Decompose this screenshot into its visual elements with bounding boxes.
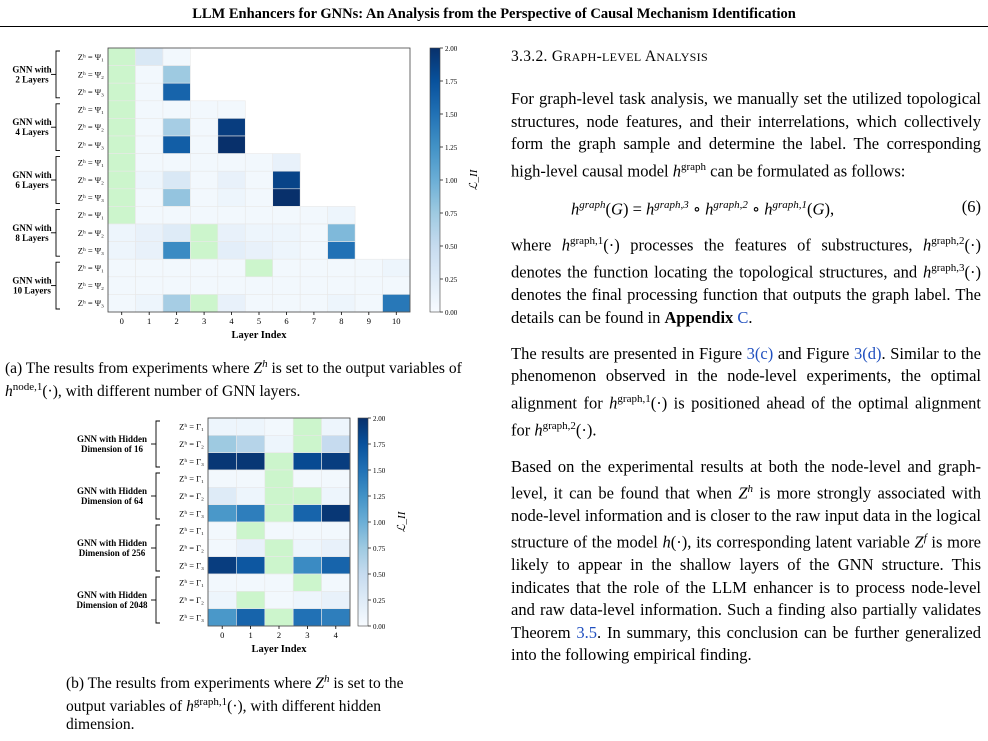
heatmap-cell: [322, 505, 350, 522]
group-bracket: [156, 525, 160, 571]
colorbar-tick-label: 2.00: [373, 415, 386, 423]
heatmap-cell: [208, 487, 236, 504]
heatmap-cell: [322, 487, 350, 504]
heatmap-cell: [265, 522, 293, 539]
heatmap-cell: [163, 277, 190, 295]
row-label: Zʰ = Ψ₁: [77, 104, 104, 115]
heatmap-cell: [163, 206, 190, 224]
x-tick-label: 10: [392, 316, 401, 326]
heatmap-cell: [163, 83, 190, 101]
heatmap-cell: [163, 242, 190, 260]
heatmap-cell: [208, 470, 236, 487]
heatmap-cell: [135, 154, 162, 172]
paragraph-3: The results are presented in Figure 3(c) and Figure 3(d). Similar to the phenomenon observed in the node-level experiments, the optimal alignment for $h^{graph,1}(\cdot)$ is positioned ahead of the optimal alignment for $h^{graph,2}(\cdot)$.: [511, 344, 981, 440]
group-label: GNN with Hidden Dimension of 64: [76, 486, 148, 506]
heatmap-cell: [163, 48, 190, 66]
heatmap-cell: [245, 277, 272, 295]
heatmap-cell: [190, 206, 217, 224]
heatmap-cell: [236, 505, 264, 522]
heatmap-cell: [190, 277, 217, 295]
colorbar-tick-label: 1.00: [445, 177, 458, 185]
row-label: Zʰ = Γ₂: [179, 595, 204, 605]
heatmap-cell: [208, 453, 236, 470]
heatmap-cell: [108, 277, 135, 295]
row-label: Zʰ = Γ₂: [179, 543, 204, 553]
heatmap-cell: [108, 66, 135, 84]
heatmap-cell: [300, 294, 327, 312]
caption-a: (a) The results from experiments where $Z^h$ is set to the output variables of $h^{node,1}(\cdot)$, with different number of GNN layers.: [5, 358, 462, 401]
heatmap-cell: [135, 277, 162, 295]
row-label: Zʰ = Ψ₂: [77, 69, 104, 80]
row-label: Zʰ = Ψ₁: [77, 51, 104, 62]
heatmap-cell: [208, 435, 236, 452]
row-label: Zʰ = Γ₃: [179, 508, 204, 519]
heatmap-cell: [322, 591, 350, 608]
colorbar-tick-label: 1.25: [373, 493, 386, 501]
group-bracket: [56, 262, 60, 309]
row-label: Zʰ = Γ₁: [179, 525, 204, 536]
heatmap-cell: [293, 418, 321, 435]
heatmap-cell: [163, 118, 190, 136]
heatmap-cell: [190, 259, 217, 277]
x-tick-label: 2: [276, 630, 282, 640]
right-column: [511, 46, 981, 666]
heatmap-cell: [236, 574, 264, 591]
heatmap-cell: [135, 118, 162, 136]
heatmap-cell: [322, 557, 350, 574]
heatmap-cell: [300, 259, 327, 277]
heatmap-cell: [322, 435, 350, 452]
heatmap-cell: [208, 591, 236, 608]
x-tick-label: 0: [220, 630, 225, 640]
colorbar-tick-label: 0.25: [445, 276, 458, 284]
heatmap-cell: [163, 136, 190, 154]
heatmap-cell: [245, 259, 272, 277]
row-label: Zʰ = Ψ₂: [77, 280, 104, 291]
heatmap-cell: [293, 453, 321, 470]
x-tick-label: 4: [229, 316, 234, 326]
heatmap-cell: [163, 101, 190, 119]
x-tick-label: 3: [305, 630, 310, 640]
heatmap-cell: [135, 136, 162, 154]
theorem-3-5-link[interactable]: 3.5: [576, 622, 598, 642]
row-label: Zʰ = Ψ₂: [77, 122, 104, 133]
row-label: Zʰ = Γ₃: [179, 560, 204, 571]
colorbar-tick-label: 0.75: [445, 210, 458, 218]
heatmap-cell: [218, 189, 245, 207]
heatmap-cell: [300, 224, 327, 242]
heatmap-cell: [265, 609, 293, 626]
heatmap-cell: [273, 189, 300, 207]
heatmap-cell: [245, 154, 272, 172]
heatmap-cell: [293, 435, 321, 452]
heatmap-cell: [273, 242, 300, 260]
group-bracket: [56, 104, 60, 151]
heatmap-cell: [135, 224, 162, 242]
heatmap-cell: [265, 557, 293, 574]
heatmap-cell: [322, 574, 350, 591]
group-label: GNN with 4 Layers: [12, 117, 52, 138]
colorbar-tick-label: 1.50: [445, 111, 458, 119]
colorbar: [358, 418, 368, 626]
heatmap-cell: [245, 224, 272, 242]
heatmap-cell: [265, 453, 293, 470]
heatmap-cell: [328, 277, 355, 295]
heatmap-cell: [135, 83, 162, 101]
heatmap-cell: [265, 505, 293, 522]
heatmap-cell: [108, 101, 135, 119]
row-label: Zʰ = Ψ₃: [77, 192, 104, 203]
heatmap-cell: [108, 224, 135, 242]
heatmap-cell: [218, 206, 245, 224]
group-label: GNN with 10 Layers: [12, 275, 52, 296]
heatmap-cell: [273, 277, 300, 295]
heatmap-cell: [265, 591, 293, 608]
heatmap-cell: [218, 154, 245, 172]
heatmap-cell: [273, 154, 300, 172]
heatmap-cell: [328, 242, 355, 260]
heatmap-figure-a: [0, 40, 490, 345]
group-label: GNN with 8 Layers: [12, 222, 52, 243]
heatmap-cell: [236, 418, 264, 435]
heatmap-cell: [328, 224, 355, 242]
colorbar-tick-label: 1.75: [373, 441, 386, 449]
x-tick-label: 1: [147, 316, 152, 326]
heatmap-cell: [190, 136, 217, 154]
x-tick-label: 6: [284, 316, 289, 326]
heatmap-cell: [300, 277, 327, 295]
heatmap-cell: [108, 206, 135, 224]
heatmap-cell: [108, 83, 135, 101]
colorbar-tick-label: 1.50: [373, 467, 386, 475]
heatmap-cell: [208, 574, 236, 591]
page-header: LLM Enhancers for GNNs: An Analysis from the Perspective of Causal Mechanism Identification: [192, 6, 796, 22]
group-bracket: [56, 157, 60, 204]
heatmap-cell: [293, 539, 321, 556]
heatmap-cell: [190, 101, 217, 119]
heatmap-cell: [108, 294, 135, 312]
heatmap-cell: [108, 242, 135, 260]
heatmap-cell: [245, 294, 272, 312]
heatmap-cell: [236, 435, 264, 452]
row-label: Zʰ = Γ₃: [179, 456, 204, 467]
paragraph-2: where $h^{graph,1}(\cdot)$ processes the features of substructures, $h^{graph,2}(\cdot)$ denotes the function locating the topological structures, and $h^{graph,3}(\cdot)$ denotes the final processing function that outputs the graph label. The details can be found in Appendix C.: [511, 235, 981, 327]
x-axis-label: Layer Index: [251, 644, 307, 655]
row-label: Zʰ = Ψ₂: [77, 227, 104, 238]
row-label: Zʰ = Ψ₂: [77, 175, 104, 185]
heatmap-cell: [163, 66, 190, 84]
heatmap-cell: [218, 101, 245, 119]
heatmap-cell: [208, 505, 236, 522]
equation-body: $h^{graph}(G) = h^{graph,3}$ ∘ $h^{graph,2}$ ∘ $h^{graph,1}(G)$,: [571, 198, 835, 219]
x-tick-label: 5: [256, 316, 262, 326]
heatmap-cell: [236, 487, 264, 504]
heatmap-cell: [208, 418, 236, 435]
heatmap-cell: [163, 259, 190, 277]
heatmap-cell: [355, 294, 382, 312]
heatmap-cell: [218, 224, 245, 242]
heatmap-cell: [322, 470, 350, 487]
heatmap-cell: [236, 591, 264, 608]
paragraph-4: Based on the experimental results at both the node-level and graph-level, it can be found that when $Z^h$ is more strongly associated with node-level information and is closer to the raw input data in the logical structure of the model h(·), its corresponding latent variable $Z^f$ is more likely to appear in the shallow layers of the GNN structure. This indicates that the role of the LLM enhancer is to process node-level and raw data-level information. Such a finding also partially validates Theorem 3.5. In summary, this conclusion can be further generalized into the following empirical finding.: [511, 456, 982, 664]
group-label: GNN with Hidden Dimension of 16: [76, 434, 148, 454]
heatmap-cell: [218, 171, 245, 189]
heatmap-cell: [293, 522, 321, 539]
heatmap-cell: [190, 189, 217, 207]
heatmap-cell: [265, 574, 293, 591]
heatmap-cell: [293, 470, 321, 487]
colorbar-tick-label: 0.50: [445, 243, 458, 251]
heatmap-cell: [135, 66, 162, 84]
heatmap-cell: [322, 522, 350, 539]
heatmap-cell: [135, 259, 162, 277]
row-label: Zʰ = Γ₂: [179, 439, 204, 449]
colorbar-label: ℒ_II: [468, 169, 480, 191]
heatmap-cell: [190, 171, 217, 189]
heatmap-cell: [322, 418, 350, 435]
heatmap-cell: [273, 294, 300, 312]
heatmap-cell: [190, 224, 217, 242]
group-bracket: [156, 577, 160, 623]
row-label: Zʰ = Ψ₃: [77, 298, 104, 309]
heatmap-cell: [293, 505, 321, 522]
x-tick-label: 9: [366, 316, 371, 326]
heatmap-cell: [108, 48, 135, 66]
heatmap-cell: [293, 591, 321, 608]
x-tick-label: 1: [248, 630, 253, 640]
colorbar-tick-label: 0.75: [373, 545, 386, 553]
heatmap-cell: [293, 557, 321, 574]
heatmap-cell: [355, 259, 382, 277]
heatmap-cell: [108, 171, 135, 189]
heatmap-cell: [236, 522, 264, 539]
heatmap-cell: [293, 574, 321, 591]
heatmap-cell: [135, 171, 162, 189]
group-label: GNN with Hidden Dimension of 2048: [76, 590, 148, 610]
figure-3d-link[interactable]: 3(d): [853, 344, 882, 364]
group-bracket: [56, 209, 60, 256]
heatmap-cell: [190, 294, 217, 312]
x-tick-label: 0: [119, 316, 124, 326]
heatmap-cell: [236, 470, 264, 487]
group-label: GNN with 6 Layers: [12, 170, 52, 190]
section-heading: 3.3.2. GRAPH-LEVEL ANALYSIS: [511, 48, 708, 65]
row-label: Zʰ = Ψ₃: [77, 87, 104, 97]
heatmap-cell: [218, 259, 245, 277]
heatmap-cell: [236, 609, 264, 626]
heatmap-cell: [135, 189, 162, 207]
x-tick-label: 4: [333, 630, 338, 640]
heatmap-cell: [265, 418, 293, 435]
heatmap-cell: [245, 206, 272, 224]
heatmap-figure-b: [0, 410, 490, 662]
heatmap-cell: [245, 189, 272, 207]
heatmap-cell: [328, 206, 355, 224]
heatmap-cell: [236, 539, 264, 556]
heatmap-cell: [273, 259, 300, 277]
row-label: Zʰ = Γ₃: [179, 612, 204, 623]
heatmap-cell: [163, 294, 190, 312]
row-label: Zʰ = Ψ₁: [77, 263, 104, 273]
heatmap-cell: [135, 206, 162, 224]
heatmap-cell: [108, 136, 135, 154]
colorbar-tick-label: 1.25: [445, 144, 458, 152]
colorbar-tick-label: 0.00: [445, 309, 458, 317]
paragraph-1: For graph-level task analysis, we manually set the utilized topological structures, node features, and their interrelations, which collectively form the graph sample and determine the label. The corresponding high-level causal model $h^{graph}$ can be formulated as follows:: [511, 89, 981, 181]
header-rule: [0, 26, 988, 27]
colorbar-tick-label: 1.75: [445, 78, 458, 86]
heatmap-cell: [163, 189, 190, 207]
heatmap-cell: [208, 539, 236, 556]
heatmap-cell: [190, 118, 217, 136]
heatmap-cell: [108, 154, 135, 172]
colorbar-tick-label: 2.00: [445, 45, 458, 53]
heatmap-cell: [383, 259, 410, 277]
heatmap-cell: [163, 171, 190, 189]
heatmap-cell: [328, 294, 355, 312]
group-bracket: [56, 51, 60, 98]
row-label: Zʰ = Γ₁: [179, 473, 204, 484]
heatmap-cell: [208, 557, 236, 574]
heatmap-cell: [293, 487, 321, 504]
group-label: GNN with Hidden Dimension of 256: [76, 538, 148, 558]
heatmap-cell: [273, 224, 300, 242]
heatmap-cell: [300, 242, 327, 260]
heatmap-cell: [163, 224, 190, 242]
heatmap-cell: [135, 101, 162, 119]
heatmap-cell: [218, 242, 245, 260]
x-tick-label: 3: [201, 316, 207, 326]
heatmap-cell: [108, 259, 135, 277]
heatmap-cell: [355, 277, 382, 295]
heatmap-cell: [265, 487, 293, 504]
heatmap-cell: [293, 609, 321, 626]
heatmap-cell: [273, 206, 300, 224]
heatmap-cell: [218, 277, 245, 295]
heatmap-cell: [300, 206, 327, 224]
heatmap-cell: [322, 453, 350, 470]
heatmap-cell: [218, 294, 245, 312]
equation-6: [511, 194, 981, 221]
heatmap-cell: [208, 522, 236, 539]
heatmap-cell: [218, 118, 245, 136]
colorbar-tick-label: 1.00: [373, 519, 386, 527]
appendix-c-link[interactable]: C: [737, 307, 749, 327]
row-label: Zʰ = Ψ₁: [77, 157, 104, 168]
heatmap-cell: [163, 154, 190, 172]
row-label: Zʰ = Γ₁: [179, 421, 204, 432]
colorbar-label: ℒ_II: [396, 511, 408, 533]
colorbar: [430, 48, 440, 312]
heatmap-cell: [322, 539, 350, 556]
x-axis-label: Layer Index: [231, 330, 287, 341]
x-tick-label: 7: [311, 316, 317, 326]
heatmap-cell: [273, 171, 300, 189]
heatmap-cell: [265, 435, 293, 452]
heatmap-cell: [135, 294, 162, 312]
heatmap-cell: [218, 136, 245, 154]
group-label: GNN with 2 Layers: [12, 64, 52, 85]
heatmap-cell: [190, 242, 217, 260]
caption-b: (b) The results from experiments where $Z^h$ is set to the output variables of $h^{graph,1}(\cdot)$, with different hidden dimension.: [66, 673, 404, 734]
heatmap-cell: [190, 154, 217, 172]
heatmap-cell: [236, 557, 264, 574]
equation-number: (6): [961, 196, 981, 216]
row-label: Zʰ = Γ₂: [179, 491, 204, 501]
colorbar-tick-label: 0.25: [373, 597, 386, 605]
heatmap-cell: [208, 609, 236, 626]
row-label: Zʰ = Γ₁: [179, 577, 204, 588]
heatmap-cell: [135, 48, 162, 66]
figure-3c-link[interactable]: 3(c): [746, 344, 774, 364]
x-tick-label: 8: [339, 316, 344, 326]
row-label: Zʰ = Ψ₃: [77, 139, 104, 150]
heatmap-cell: [328, 259, 355, 277]
heatmap-cell: [383, 277, 410, 295]
heatmap-cell: [322, 609, 350, 626]
row-label: Zʰ = Ψ₃: [77, 245, 104, 256]
heatmap-cell: [108, 118, 135, 136]
heatmap-cell: [108, 189, 135, 207]
heatmap-cell: [135, 242, 162, 260]
heatmap-cell: [383, 294, 410, 312]
heatmap-cell: [265, 470, 293, 487]
row-label: Zʰ = Ψ₁: [77, 210, 104, 221]
colorbar-tick-label: 0.50: [373, 571, 386, 579]
x-tick-label: 2: [174, 316, 179, 326]
heatmap-cell: [265, 539, 293, 556]
group-bracket: [156, 421, 160, 467]
colorbar-tick-label: 0.00: [373, 623, 386, 631]
heatmap-cell: [245, 171, 272, 189]
heatmap-cell: [245, 242, 272, 260]
heatmap-cell: [236, 453, 264, 470]
group-bracket: [156, 473, 160, 519]
